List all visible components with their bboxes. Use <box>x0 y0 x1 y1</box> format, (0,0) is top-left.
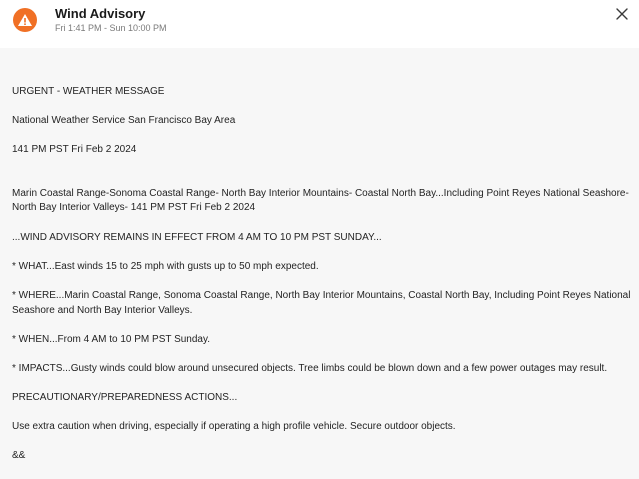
message-heading-line: 141 PM PST Fri Feb 2 2024 <box>12 143 137 155</box>
message-heading <box>12 70 634 172</box>
message-precautionary-text: Use extra caution when driving, especially if operating a high profile vehicle. Secure outdoor objects. <box>12 421 456 433</box>
alert-time-range: Fri 1:41 PM - Sun 10:00 PM <box>55 23 167 33</box>
message-impacts: * IMPACTS...Gusty winds could blow around unsecured objects. Tree limbs could be blown down and a few power outages may result. <box>12 362 608 374</box>
message-heading-line: URGENT - WEATHER MESSAGE <box>12 85 165 97</box>
message-where: * WHERE...Marin Coastal Range, Sonoma Coastal Range, North Bay Interior Mountains, Coastal North Bay, Including Point Reyes National Seashore and North Bay Interior Valleys. <box>12 289 631 316</box>
alert-title: Wind Advisory <box>55 6 146 21</box>
message-precautionary-heading: PRECAUTIONARY/PREPAREDNESS ACTIONS... <box>12 392 238 404</box>
alert-message-body <box>12 70 634 479</box>
message-when: * WHEN...From 4 AM to 10 PM PST Sunday. <box>12 333 211 345</box>
message-heading-line: National Weather Service San Francisco Bay Area <box>12 114 236 126</box>
message-end-marker: && <box>12 450 26 462</box>
message-headline: ...WIND ADVISORY REMAINS IN EFFECT FROM 4 AM TO 10 PM PST SUNDAY... <box>12 231 382 243</box>
message-what: * WHAT...East winds 15 to 25 mph with gusts up to 50 mph expected. <box>12 260 319 272</box>
message-zones: Marin Coastal Range-Sonoma Coastal Range- North Bay Interior Mountains- Coastal North Bay...Including Point Reyes National Seashore- North Bay Interior Valleys- 141 PM PST Fri Feb 2 2024 <box>12 187 629 214</box>
alert-header <box>0 0 639 48</box>
close-icon[interactable] <box>610 2 634 26</box>
warning-icon <box>13 8 37 32</box>
